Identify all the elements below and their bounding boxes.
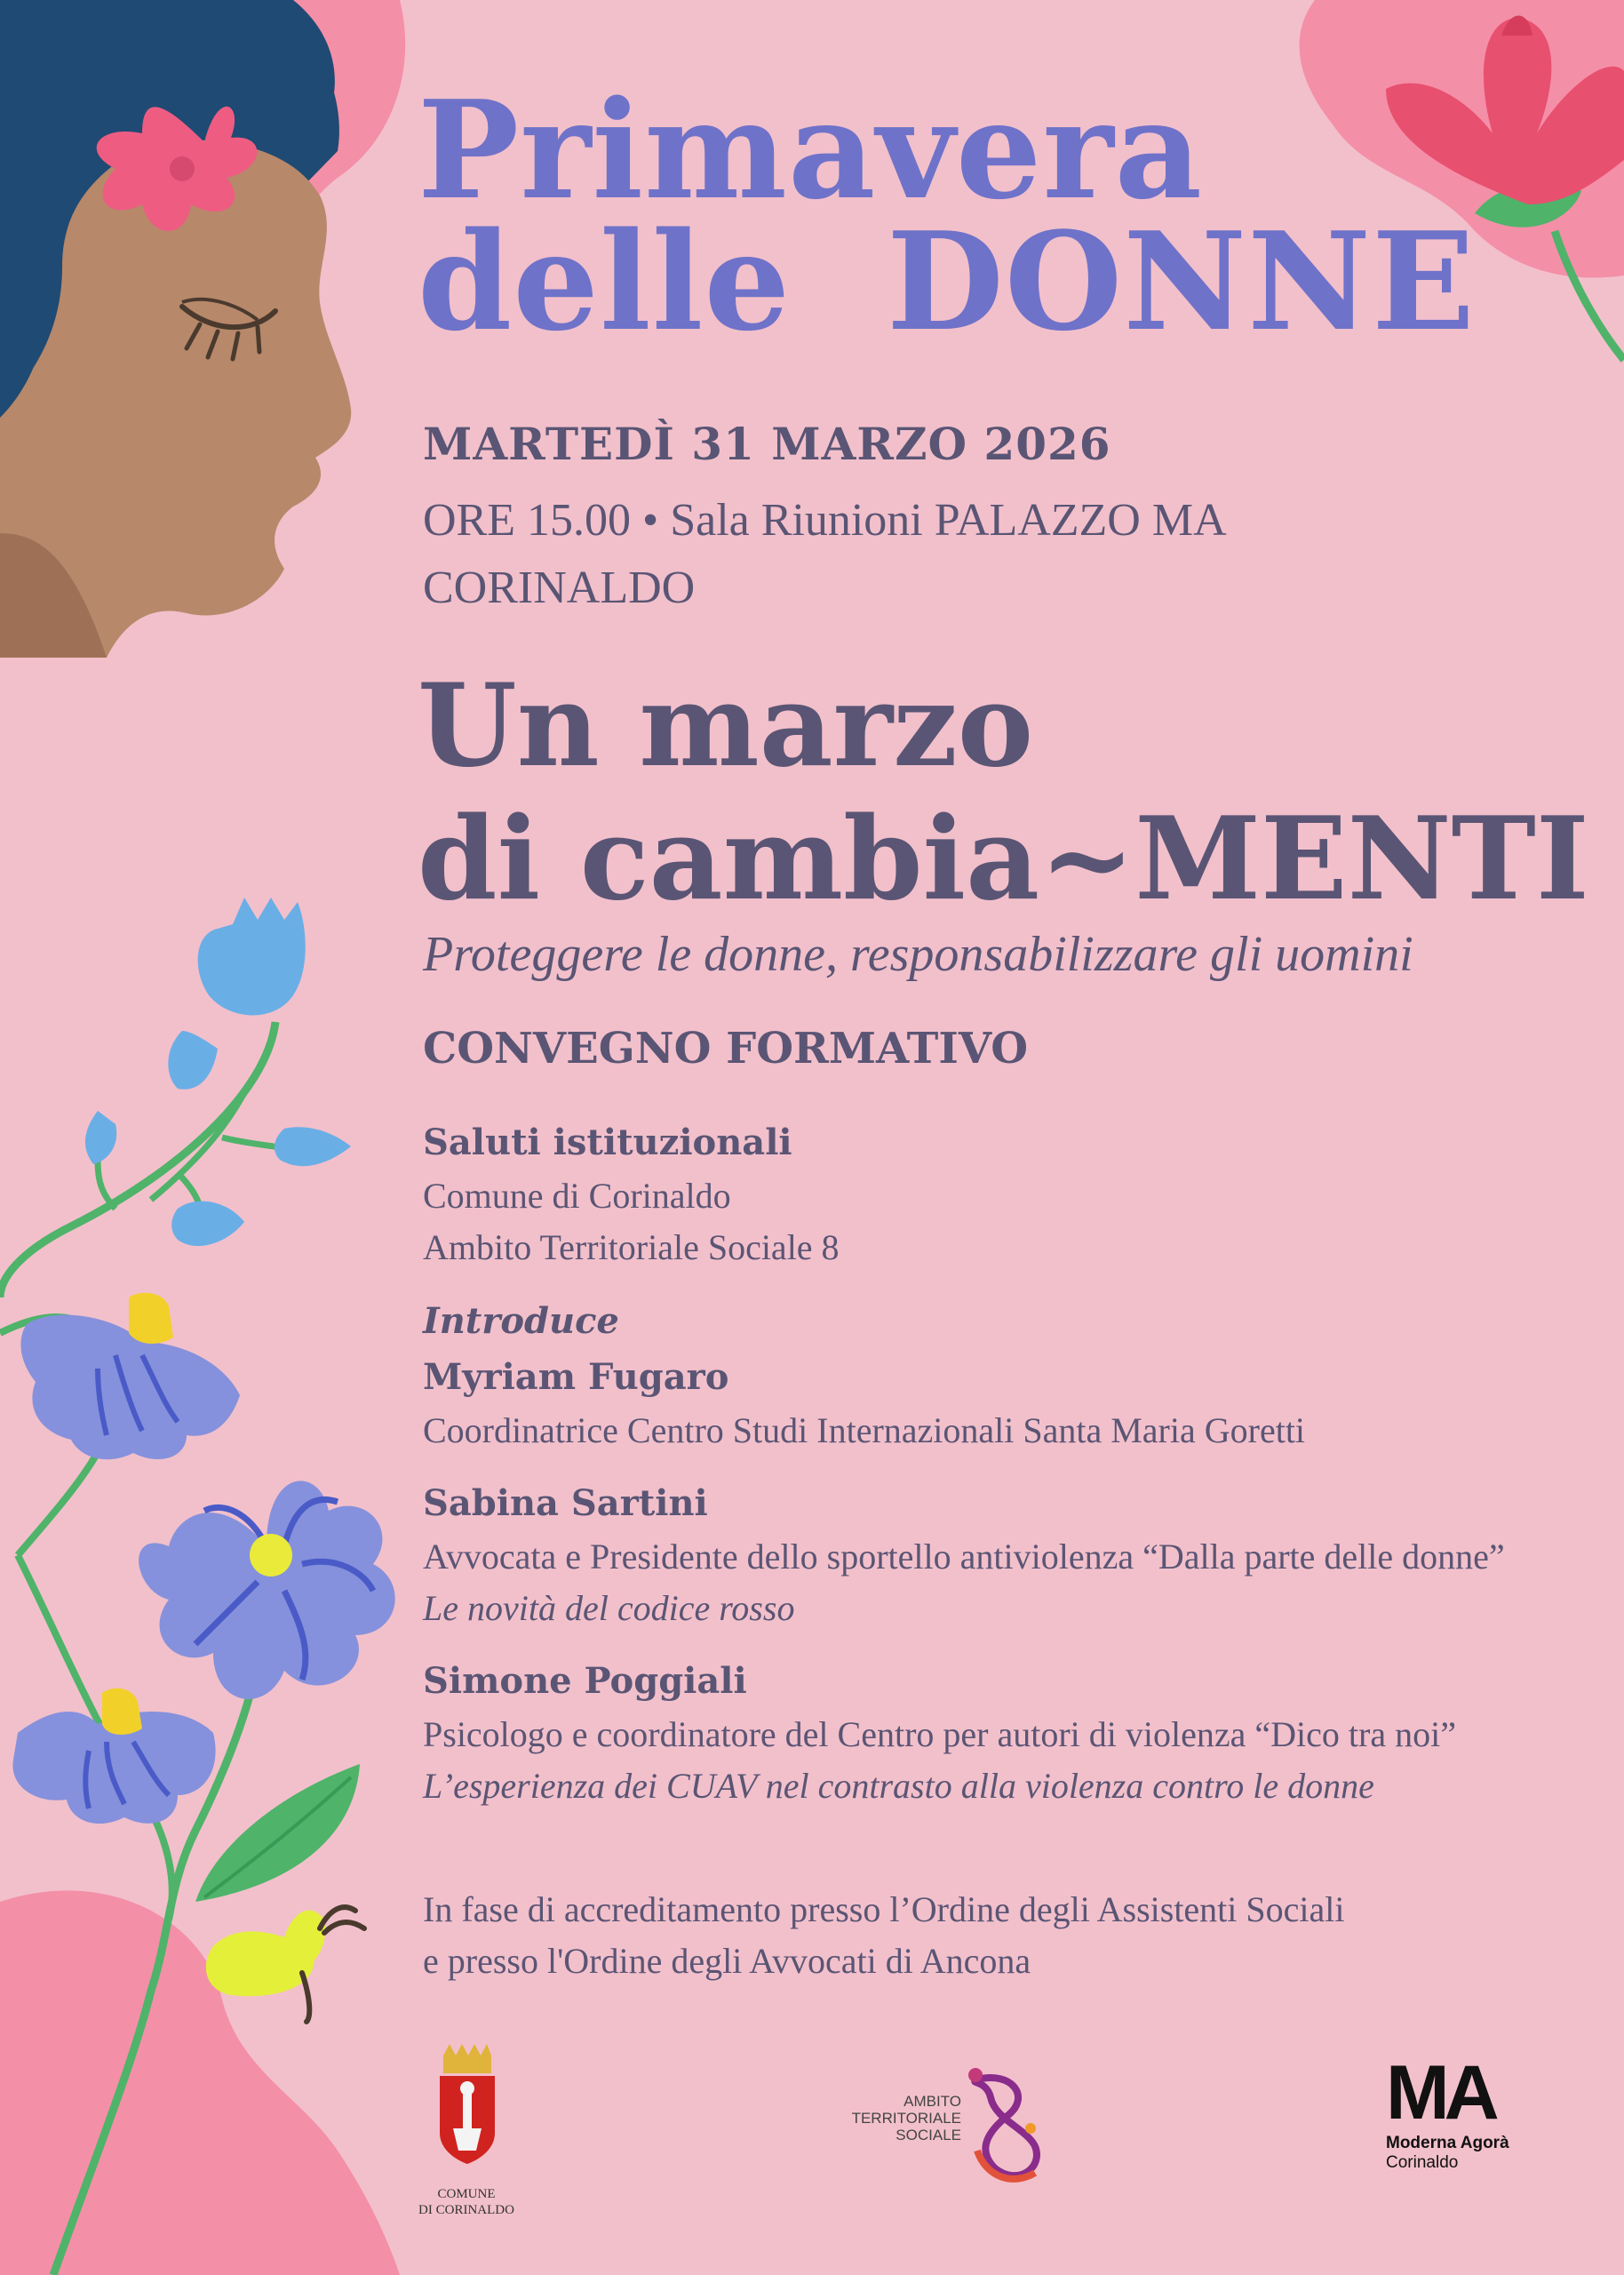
moderna-agora-city: Corinaldo <box>1386 2153 1459 2172</box>
comune-logo-line1: COMUNE <box>437 2187 496 2201</box>
conference-subtitle: Proteggere le donne, responsabilizzare gli uomini <box>423 927 1413 982</box>
blue-bell-flower <box>198 898 306 1016</box>
speaker-role: Avvocata e Presidente dello sportello antiviolenza “Dalla parte delle donne” <box>423 1537 1505 1577</box>
accreditation-line: In fase di accreditamento presso l’Ordine degli Assistenti Sociali <box>423 1889 1345 1929</box>
bottom-left-pink-blob <box>0 1890 400 2275</box>
ambito-logo-line1: AMBITO <box>904 2093 961 2110</box>
ambito-territoriale-sociale-logo <box>844 2066 1057 2164</box>
accreditation-note <box>423 1884 1345 1987</box>
time-and-venue: ORE 15.00 • Sala Riunioni PALAZZO MA <box>423 495 1227 546</box>
speaker-name: Sabina Sartini <box>423 1482 708 1524</box>
ambito-logo-line3: SOCIALE <box>896 2127 961 2143</box>
program-saluti <box>423 1115 1596 1273</box>
program-speaker <box>423 1654 1596 1812</box>
introduce-label: Introduce <box>423 1300 619 1342</box>
talk-title: Le novità del codice rosso <box>423 1588 795 1628</box>
speaker-role: Coordinatrice Centro Studi Internazionali Santa Maria Goretti <box>423 1410 1306 1450</box>
program-list <box>423 1115 1596 1832</box>
blue-flower-upper <box>20 1315 240 1460</box>
speaker-name: Simone Poggiali <box>423 1660 747 1702</box>
headline-line1: Un marzo <box>418 659 1034 793</box>
program-introduce <box>423 1293 1596 1457</box>
speaker-name: Myriam Fugaro <box>423 1356 729 1398</box>
event-title-line1: Primavera <box>418 70 1204 229</box>
event-time-place <box>423 487 1489 622</box>
talk-title: L’esperienza dei CUAV nel contrasto alla violenza contro le donne <box>423 1766 1374 1806</box>
event-title <box>418 70 1476 361</box>
comune-di-corinaldo-logo <box>404 2044 529 2218</box>
event-city: CORINALDO <box>423 563 696 613</box>
blue-flower-large <box>139 1481 395 1699</box>
program-speaker <box>423 1476 1596 1634</box>
event-date: MARTEDÌ 31 MARZO 2026 <box>423 418 1111 470</box>
woman-profile-illustration <box>0 0 351 658</box>
conference-headline <box>418 659 1589 926</box>
saluti-heading: Saluti istituzionali <box>423 1122 792 1163</box>
headline-line2: di cambia~MENTI <box>418 793 1589 926</box>
comune-logo-line2: DI CORINALDO <box>418 2203 514 2217</box>
event-title-line2: delle DONNE <box>418 202 1476 361</box>
accreditation-line: e presso l'Ordine degli Avvocati di Ancona <box>423 1941 1031 1981</box>
saluti-line: Comune di Corinaldo <box>423 1176 731 1216</box>
moderna-agora-mark: MA <box>1386 2050 1494 2135</box>
speaker-role: Psicologo e coordinatore del Centro per autori di violenza “Dico tra noi” <box>423 1714 1456 1754</box>
saluti-line: Ambito Territoriale Sociale 8 <box>423 1227 840 1267</box>
moderna-agora-name: Moderna Agorà <box>1386 2134 1509 2152</box>
ambito-logo-text <box>852 2093 961 2143</box>
event-type-label: CONVEGNO FORMATIVO <box>423 1024 1029 1074</box>
ambito-logo-line2: TERRITORIALE <box>851 2110 961 2127</box>
moderna-agora-logo <box>1386 2050 1546 2173</box>
